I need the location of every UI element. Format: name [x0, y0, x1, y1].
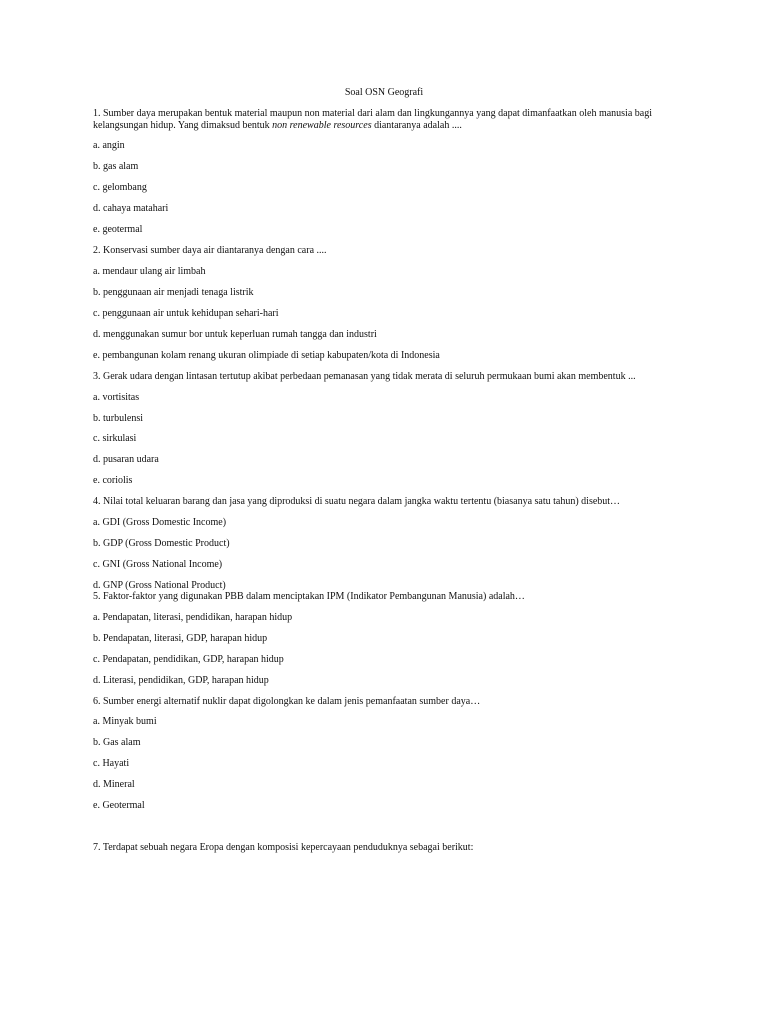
q5-option-b: b. Pendapatan, literasi, GDP, harapan hidup [93, 633, 268, 644]
q4-option-a: a. GDI (Gross Domestic Income) [93, 517, 227, 528]
q4-option-c: c. GNI (Gross National Income) [93, 559, 223, 570]
q1-option-e: e. geotermal [93, 224, 143, 235]
question-7: 7. Terdapat sebuah negara Eropa dengan komposisi kepercayaan penduduknya sebagai berikut: [93, 842, 474, 853]
q5-option-a: a. Pendapatan, literasi, pendidikan, harapan hidup [93, 612, 293, 623]
question-1-italic-term: non renewable resources [272, 120, 372, 131]
q3-option-d: d. pusaran udara [93, 454, 159, 465]
q6-option-a: a. Minyak bumi [93, 716, 157, 727]
q6-option-e: e. Geotermal [93, 800, 145, 811]
page-title: Soal OSN Geografi [344, 87, 424, 98]
question-1-text: 1. Sumber daya merupakan bentuk material maupun non material dari alam dan lingkungannya yang dapat dimanfaatkan oleh manusia bagi kelangsungan hidup. Yang dimaksud bentuk [93, 108, 652, 131]
question-5: 5. Faktor-faktor yang digunakan PBB dalam menciptakan IPM (Indikator Pembangunan Manusia) adalah… [93, 591, 525, 602]
q2-option-c: c. penggunaan air untuk kehidupan sehari-hari [93, 308, 279, 319]
q2-option-d: d. menggunakan sumur bor untuk keperluan rumah tangga dan industri [93, 329, 377, 340]
q3-option-a: a. vortisitas [93, 392, 140, 403]
question-4: 4. Nilai total keluaran barang dan jasa yang diproduksi di suatu negara dalam jangka waktu tertentu (biasanya satu tahun) disebut… [93, 496, 621, 507]
question-1 [93, 108, 683, 132]
q6-option-c: c. Hayati [93, 758, 130, 769]
q6-option-b: b. Gas alam [93, 737, 141, 748]
q1-option-a: a. angin [93, 140, 125, 151]
q1-option-d: d. cahaya matahari [93, 203, 169, 214]
question-1-text-end: diantaranya adalah .... [371, 120, 462, 131]
q3-option-c: c. sirkulasi [93, 433, 137, 444]
question-2: 2. Konservasi sumber daya air diantaranya dengan cara .... [93, 245, 327, 256]
q2-option-e: e. pembangunan kolam renang ukuran olimpiade di setiap kabupaten/kota di Indonesia [93, 350, 440, 361]
q4-option-d: d. GNP (Gross National Product) [93, 580, 226, 591]
q2-option-a: a. mendaur ulang air limbah [93, 266, 206, 277]
q3-option-b: b. turbulensi [93, 413, 143, 424]
q1-option-b: b. gas alam [93, 161, 139, 172]
q5-option-c: c. Pendapatan, pendidikan, GDP, harapan hidup [93, 654, 284, 665]
question-3: 3. Gerak udara dengan lintasan tertutup akibat perbedaan pemanasan yang tidak merata di seluruh permukaan bumi akan membentuk ... [93, 371, 636, 382]
q5-option-d: d. Literasi, pendidikan, GDP, harapan hidup [93, 675, 269, 686]
q6-option-d: d. Mineral [93, 779, 135, 790]
q1-option-c: c. gelombang [93, 182, 147, 193]
q2-option-b: b. penggunaan air menjadi tenaga listrik [93, 287, 254, 298]
q3-option-e: e. coriolis [93, 475, 133, 486]
question-6: 6. Sumber energi alternatif nuklir dapat digolongkan ke dalam jenis pemanfaatan sumber daya… [93, 696, 481, 707]
q4-option-b: b. GDP (Gross Domestic Product) [93, 538, 230, 549]
